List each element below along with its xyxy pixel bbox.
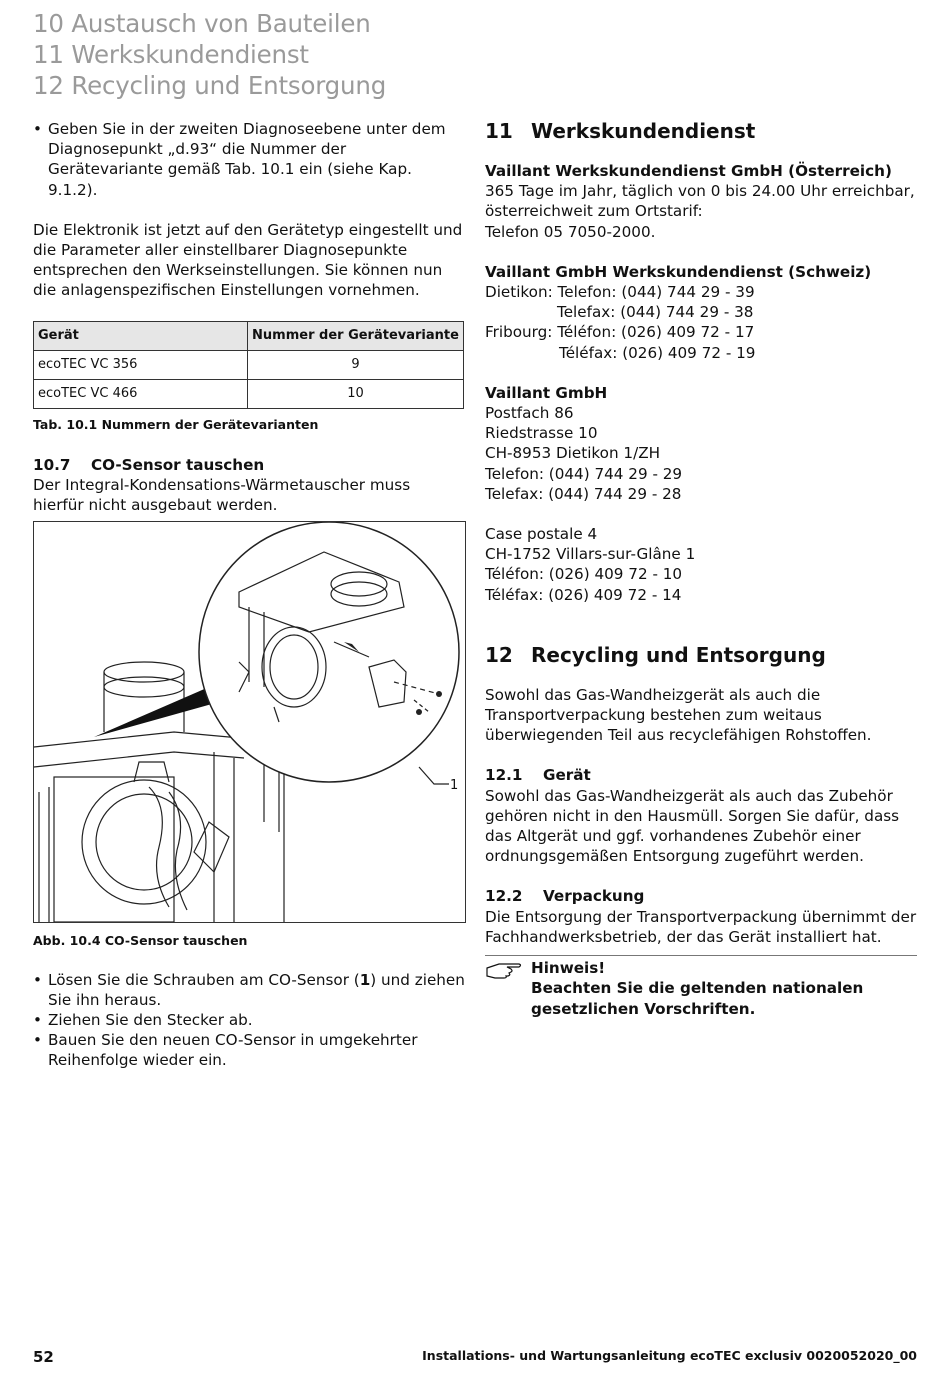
vaillant-gmbh-name: Vaillant GmbH xyxy=(485,383,608,402)
page-header xyxy=(33,8,386,101)
table-header-row xyxy=(34,321,464,350)
section-title: Recycling und Entsorgung xyxy=(531,642,826,667)
note-text: Beachten Sie die geltenden nationalen gesetzlichen Vorschriften. xyxy=(531,979,864,1018)
section-12-1-text: Sowohl das Gas-Wandheizgerät als auch das Zubehör gehören nicht in den Hausmüll. Sorgen Sie dafür, dass das Altgerät und ggf. vorhandenes Zubehör einer ordnungsgemäßen Entsorgung zugeführt werden. xyxy=(485,786,900,866)
table-row xyxy=(34,379,464,408)
boiler-drawing xyxy=(34,522,465,922)
address-line: Téléfon: (026) 409 72 - 10 xyxy=(485,565,683,584)
table-caption: Tab. 10.1 Nummern der Gerätevarianten xyxy=(33,416,319,432)
table-row xyxy=(34,350,464,379)
section-number: 10.7 xyxy=(33,455,71,474)
steps-list xyxy=(33,970,465,1071)
address-line: CH-1752 Villars-sur-Glâne 1 xyxy=(485,545,696,564)
swiss-line: Telefax: (044) 744 29 - 38 xyxy=(557,303,754,322)
address-line: Case postale 4 xyxy=(485,525,598,544)
device-variant-table xyxy=(33,321,464,409)
step-item: • Bauen Sie den neuen CO-Sensor in umgekehrter Reihenfolge wieder ein. xyxy=(33,1030,465,1070)
step-ref-number: 1 xyxy=(359,970,371,989)
table-header-variant: Nummer der Gerätevariante xyxy=(248,321,464,350)
step-item: • Ziehen Sie den Stecker ab. xyxy=(33,1010,465,1030)
section-10-7-heading xyxy=(33,455,465,475)
table-header-device: Gerät xyxy=(34,321,248,350)
austria-service-phone: Telefon 05 7050-2000. xyxy=(485,222,656,241)
section-12-1-heading xyxy=(485,765,920,785)
table-cell: ecoTEC VC 466 xyxy=(34,379,248,408)
table-cell: 10 xyxy=(248,379,464,408)
note-box xyxy=(485,955,917,1019)
header-line-2: 11 Werkskundendienst xyxy=(33,40,309,69)
austria-service-name: Vaillant Werkskundendienst GmbH (Österreich) xyxy=(485,162,892,180)
document-title: Installations- und Wartungsanleitung ecoTEC exclusiv 0020052020_00 xyxy=(422,1348,917,1363)
step-text: Lösen Sie die Schrauben am CO-Sensor ( xyxy=(48,970,360,989)
electronics-paragraph: Die Elektronik ist jetzt auf den Gerätetyp eingestellt und die Parameter aller einstellbarer Diagnosepunkte entsprechen den Werkseinstellungen. Sie können nun die anlagenspezifischen Einstellungen vornehmen. xyxy=(33,220,463,300)
section-number: 12 xyxy=(485,642,513,667)
table-cell: 9 xyxy=(248,350,464,379)
section-11-heading xyxy=(485,119,920,143)
address-line: CH-8953 Dietikon 1/ZH xyxy=(485,444,661,463)
section-title: CO-Sensor tauschen xyxy=(91,455,265,474)
step-item xyxy=(33,970,465,1010)
austria-service-hours: 365 Tage im Jahr, täglich von 0 bis 24.00 Uhr erreichbar, österreichweit zum Ortstarif: xyxy=(485,182,915,221)
section-12-text: Sowohl das Gas-Wandheizgerät als auch die Transportverpackung bestehen zum weitaus überwiegenden Teil aus recyclefähigen Rohstoffen. xyxy=(485,685,872,745)
section-number: 11 xyxy=(485,119,513,143)
section-number: 12.2 xyxy=(485,887,523,906)
figure-caption: Abb. 10.4 CO-Sensor tauschen xyxy=(33,933,248,949)
page-number: 52 xyxy=(33,1348,54,1366)
address-line: Telefax: (044) 744 29 - 28 xyxy=(485,484,682,503)
pointing-hand-icon xyxy=(485,960,523,985)
section-number: 12.1 xyxy=(485,766,523,785)
left-column xyxy=(33,119,465,1071)
header-line-1: 10 Austausch von Bauteilen xyxy=(33,9,371,38)
co-sensor-illustration xyxy=(33,521,466,923)
section-title: Gerät xyxy=(543,766,591,785)
section-12-2-text: Die Entsorgung der Transportverpackung übernimmt der Fachhandwerksbetrieb, der das Gerät installiert hat. xyxy=(485,907,917,946)
figure-callout-1: 1 xyxy=(450,778,459,794)
address-line: Riedstrasse 10 xyxy=(485,424,598,443)
section-title: Verpackung xyxy=(543,887,645,906)
note-title: Hinweis! xyxy=(531,959,606,978)
swiss-line: Dietikon: Telefon: (044) 744 29 - 39 xyxy=(485,283,755,302)
right-column xyxy=(485,119,920,1019)
section-10-7-text: Der Integral-Kondensations-Wärmetauscher muss hierfür nicht ausgebaut werden. xyxy=(33,476,411,515)
swiss-line: Fribourg: Téléfon: (026) 409 72 - 17 xyxy=(485,323,755,342)
table-cell: ecoTEC VC 356 xyxy=(34,350,248,379)
address-line: Téléfax: (026) 409 72 - 14 xyxy=(485,585,682,604)
address-line: Postfach 86 xyxy=(485,404,574,423)
section-12-heading xyxy=(485,643,920,667)
swiss-line: Téléfax: (026) 409 72 - 19 xyxy=(559,343,756,362)
step-text: ) und ziehen Sie ihn heraus. xyxy=(48,970,465,1009)
intro-bullet-list xyxy=(33,119,465,200)
intro-bullet: • Geben Sie in der zweiten Diagnoseebene unter dem Diagnosepunkt „d.93“ die Nummer der Gerätevariante gemäß Tab. 10.1 ein (siehe Kap. 9.1.2). xyxy=(33,119,465,200)
address-line: Telefon: (044) 744 29 - 29 xyxy=(485,464,683,483)
section-12-2-heading xyxy=(485,886,920,906)
section-title: Werkskundendienst xyxy=(531,119,756,143)
header-line-3: 12 Recycling und Entsorgung xyxy=(33,71,387,100)
swiss-service-name: Vaillant GmbH Werkskundendienst (Schweiz) xyxy=(485,262,872,281)
